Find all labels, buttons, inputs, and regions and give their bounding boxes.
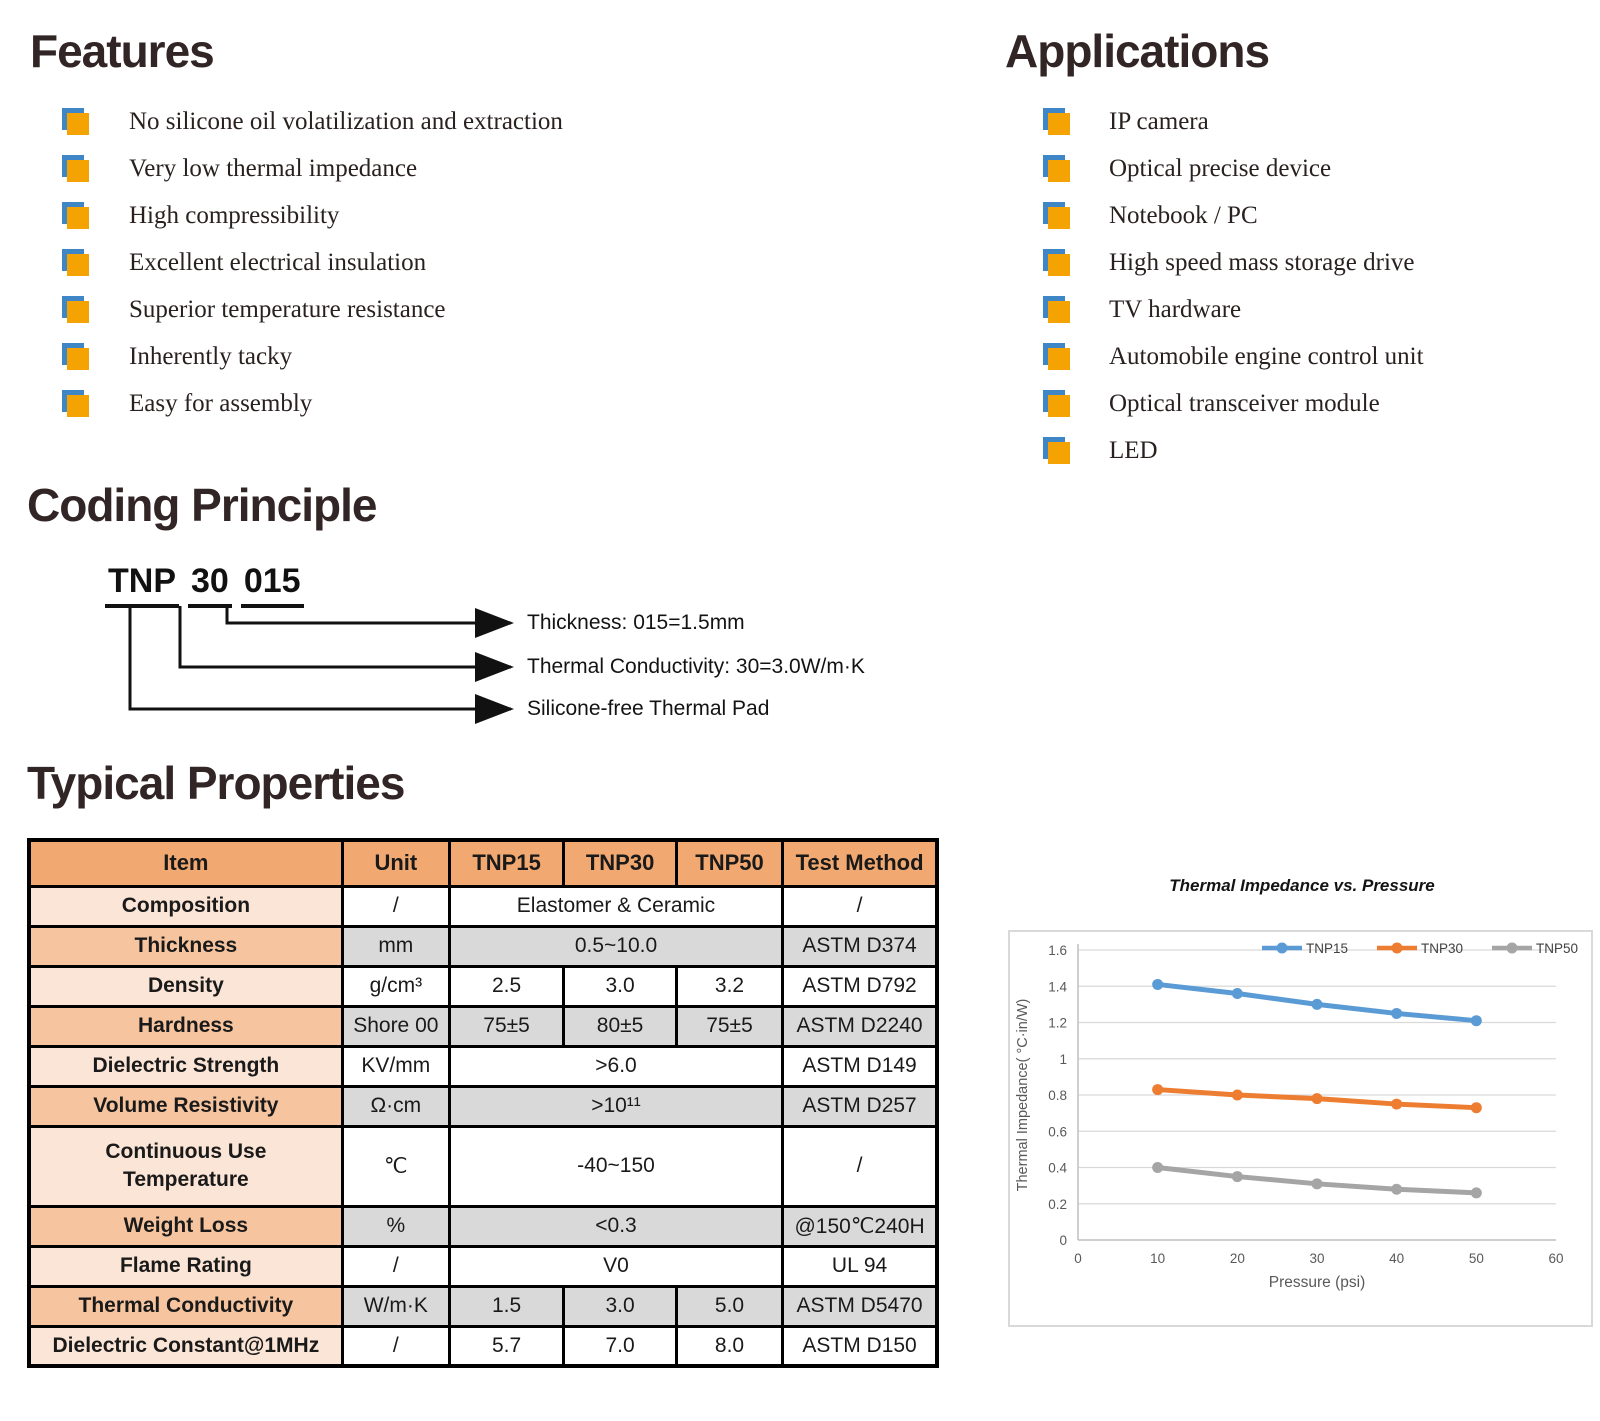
code-part-thickness: 015	[241, 562, 304, 608]
svg-text:0: 0	[1059, 1233, 1067, 1248]
cell-test-method: ASTM D792	[783, 966, 937, 1006]
svg-text:Pressure (psi): Pressure (psi)	[1268, 1274, 1366, 1291]
callout-product-family: Silicone-free Thermal Pad	[527, 697, 770, 720]
cell-tnp15: 75±5	[449, 1006, 563, 1046]
square-bullet-icon	[62, 202, 89, 229]
square-bullet-icon	[62, 155, 89, 182]
list-item	[30, 286, 960, 333]
cell-tnp30: 80±5	[564, 1006, 677, 1046]
cell-merged-value: V0	[449, 1246, 782, 1286]
features-list	[30, 98, 960, 427]
svg-text:1.4: 1.4	[1048, 979, 1067, 995]
table-row	[29, 1286, 937, 1326]
list-item	[30, 98, 960, 145]
cell-unit: /	[342, 1246, 449, 1286]
svg-text:0.4: 0.4	[1048, 1160, 1067, 1176]
square-bullet-icon	[1043, 155, 1070, 182]
square-bullet-icon	[62, 343, 89, 370]
coding-connector-lines	[27, 478, 987, 758]
cell-tnp15: 1.5	[449, 1286, 563, 1326]
square-bullet-icon	[1043, 249, 1070, 276]
list-item	[30, 145, 960, 192]
list-item	[30, 239, 960, 286]
col-header-tnp15: TNP15	[449, 840, 563, 886]
cell-tnp50: 5.0	[676, 1286, 782, 1326]
feature-text: Superior temperature resistance	[129, 295, 446, 323]
col-header-item: Item	[29, 840, 342, 886]
svg-text:20: 20	[1229, 1251, 1245, 1266]
cell-tnp15: 5.7	[449, 1326, 563, 1366]
col-header-unit: Unit	[342, 840, 449, 886]
list-item	[1005, 427, 1595, 474]
svg-text:10: 10	[1150, 1251, 1166, 1266]
cell-item: Weight Loss	[29, 1206, 342, 1246]
cell-test-method: UL 94	[783, 1246, 937, 1286]
feature-text: High compressibility	[129, 201, 340, 229]
square-bullet-icon	[62, 108, 89, 135]
svg-text:1: 1	[1059, 1051, 1067, 1067]
list-item	[1005, 145, 1595, 192]
feature-text: Inherently tacky	[129, 342, 293, 370]
cell-item: Dielectric Strength	[29, 1046, 342, 1086]
cell-merged-value: >10¹¹	[449, 1086, 782, 1126]
applications-list	[1005, 98, 1595, 474]
feature-text: Easy for assembly	[129, 389, 313, 417]
cell-merged-value: >6.0	[449, 1046, 782, 1086]
applications-section	[1005, 24, 1595, 474]
code-part-prefix: TNP	[105, 562, 179, 608]
svg-text:TNP30: TNP30	[1421, 941, 1464, 956]
list-item	[1005, 380, 1595, 427]
cell-merged-value: Elastomer & Ceramic	[449, 886, 782, 926]
square-bullet-icon	[62, 390, 89, 417]
cell-test-method: @150℃240H	[783, 1206, 937, 1246]
svg-text:0.6: 0.6	[1048, 1124, 1067, 1140]
list-item	[30, 192, 960, 239]
list-item	[1005, 333, 1595, 380]
cell-tnp50: 3.2	[676, 966, 782, 1006]
square-bullet-icon	[1043, 437, 1070, 464]
list-item	[1005, 239, 1595, 286]
cell-test-method: ASTM D257	[783, 1086, 937, 1126]
cell-unit: W/m·K	[342, 1286, 449, 1326]
svg-text:TNP15: TNP15	[1306, 941, 1349, 956]
application-text: Notebook / PC	[1109, 201, 1258, 229]
square-bullet-icon	[62, 296, 89, 323]
cell-tnp30: 3.0	[564, 1286, 677, 1326]
cell-item: Flame Rating	[29, 1246, 342, 1286]
cell-tnp30: 3.0	[564, 966, 677, 1006]
feature-text: No silicone oil volatilization and extraction	[129, 107, 563, 135]
table-row	[29, 1246, 937, 1286]
cell-item: Continuous Use Temperature	[29, 1126, 342, 1206]
application-text: LED	[1109, 436, 1158, 464]
cell-tnp15: 2.5	[449, 966, 563, 1006]
cell-item: Density	[29, 966, 342, 1006]
svg-text:TNP50: TNP50	[1536, 941, 1579, 956]
callout-thickness: Thickness: 015=1.5mm	[527, 611, 745, 634]
cell-tnp30: 7.0	[564, 1326, 677, 1366]
cell-merged-value: -40~150	[449, 1126, 782, 1206]
cell-test-method: /	[783, 886, 937, 926]
col-header-tnp50: TNP50	[676, 840, 782, 886]
cell-merged-value: <0.3	[449, 1206, 782, 1246]
cell-test-method: ASTM D5470	[783, 1286, 937, 1326]
square-bullet-icon	[1043, 296, 1070, 323]
cell-test-method: /	[783, 1126, 937, 1206]
col-header-tnp30: TNP30	[564, 840, 677, 886]
features-section	[30, 24, 960, 427]
svg-text:60: 60	[1548, 1251, 1564, 1266]
list-item	[1005, 98, 1595, 145]
table-row	[29, 886, 937, 926]
code-part-conductivity: 30	[188, 562, 232, 608]
application-text: High speed mass storage drive	[1109, 248, 1415, 276]
features-title: Features	[30, 25, 214, 77]
table-row	[29, 1326, 937, 1366]
application-text: IP camera	[1109, 107, 1209, 135]
cell-item: Dielectric Constant@1MHz	[29, 1326, 342, 1366]
impedance-chart-svg	[1010, 932, 1591, 1325]
cell-item: Thermal Conductivity	[29, 1286, 342, 1326]
svg-text:30: 30	[1309, 1251, 1325, 1266]
table-row	[29, 1046, 937, 1086]
cell-unit: Shore 00	[342, 1006, 449, 1046]
list-item	[1005, 286, 1595, 333]
table-row	[29, 1006, 937, 1046]
impedance-chart-section	[1008, 876, 1596, 1327]
svg-text:1.2: 1.2	[1048, 1015, 1067, 1031]
cell-merged-value: 0.5~10.0	[449, 926, 782, 966]
typical-properties-section	[27, 756, 957, 1368]
table-row	[29, 966, 937, 1006]
cell-test-method: ASTM D374	[783, 926, 937, 966]
list-item	[30, 333, 960, 380]
chart-plot-container	[1008, 930, 1593, 1327]
svg-text:1.6: 1.6	[1048, 943, 1067, 958]
table-row	[29, 1086, 937, 1126]
svg-text:50: 50	[1468, 1251, 1484, 1266]
cell-unit: KV/mm	[342, 1046, 449, 1086]
application-text: Automobile engine control unit	[1109, 342, 1424, 370]
cell-unit: /	[342, 1326, 449, 1366]
coding-principle-title: Coding Principle	[27, 479, 377, 531]
svg-text:0.2: 0.2	[1048, 1196, 1067, 1212]
feature-text: Excellent electrical insulation	[129, 248, 427, 276]
cell-item: Hardness	[29, 1006, 342, 1046]
square-bullet-icon	[1043, 202, 1070, 229]
square-bullet-icon	[62, 249, 89, 276]
table-row	[29, 926, 937, 966]
cell-item: Volume Resistivity	[29, 1086, 342, 1126]
properties-table	[27, 838, 939, 1368]
table-header-row	[29, 840, 937, 886]
col-header-test-method: Test Method	[783, 840, 937, 886]
square-bullet-icon	[1043, 343, 1070, 370]
application-text: Optical precise device	[1109, 154, 1332, 182]
cell-test-method: ASTM D149	[783, 1046, 937, 1086]
square-bullet-icon	[1043, 108, 1070, 135]
cell-item: Thickness	[29, 926, 342, 966]
typical-properties-title: Typical Properties	[27, 757, 405, 809]
callout-conductivity: Thermal Conductivity: 30=3.0W/m·K	[527, 655, 865, 678]
coding-principle-section	[27, 478, 987, 758]
svg-text:40: 40	[1389, 1251, 1405, 1266]
cell-test-method: ASTM D2240	[783, 1006, 937, 1046]
cell-unit: Ω·cm	[342, 1086, 449, 1126]
cell-test-method: ASTM D150	[783, 1326, 937, 1366]
svg-text:0.8: 0.8	[1048, 1088, 1067, 1103]
application-text: Optical transceiver module	[1109, 389, 1380, 417]
applications-title: Applications	[1005, 25, 1270, 77]
list-item	[1005, 192, 1595, 239]
square-bullet-icon	[1043, 390, 1070, 417]
chart-title: Thermal Impedance vs. Pressure	[1169, 876, 1435, 895]
cell-tnp50: 75±5	[676, 1006, 782, 1046]
feature-text: Very low thermal impedance	[129, 154, 418, 182]
svg-text:Thermal Impedance( °C·in/W): Thermal Impedance( °C·in/W)	[1015, 998, 1031, 1192]
cell-unit: %	[342, 1206, 449, 1246]
cell-item: Composition	[29, 886, 342, 926]
cell-tnp50: 8.0	[676, 1326, 782, 1366]
svg-text:0: 0	[1074, 1251, 1082, 1266]
cell-unit: /	[342, 886, 449, 926]
table-row	[29, 1206, 937, 1246]
list-item	[30, 380, 960, 427]
cell-unit: g/cm³	[342, 966, 449, 1006]
cell-unit: mm	[342, 926, 449, 966]
application-text: TV hardware	[1109, 295, 1242, 323]
table-row	[29, 1126, 937, 1206]
cell-unit: ℃	[342, 1126, 449, 1206]
